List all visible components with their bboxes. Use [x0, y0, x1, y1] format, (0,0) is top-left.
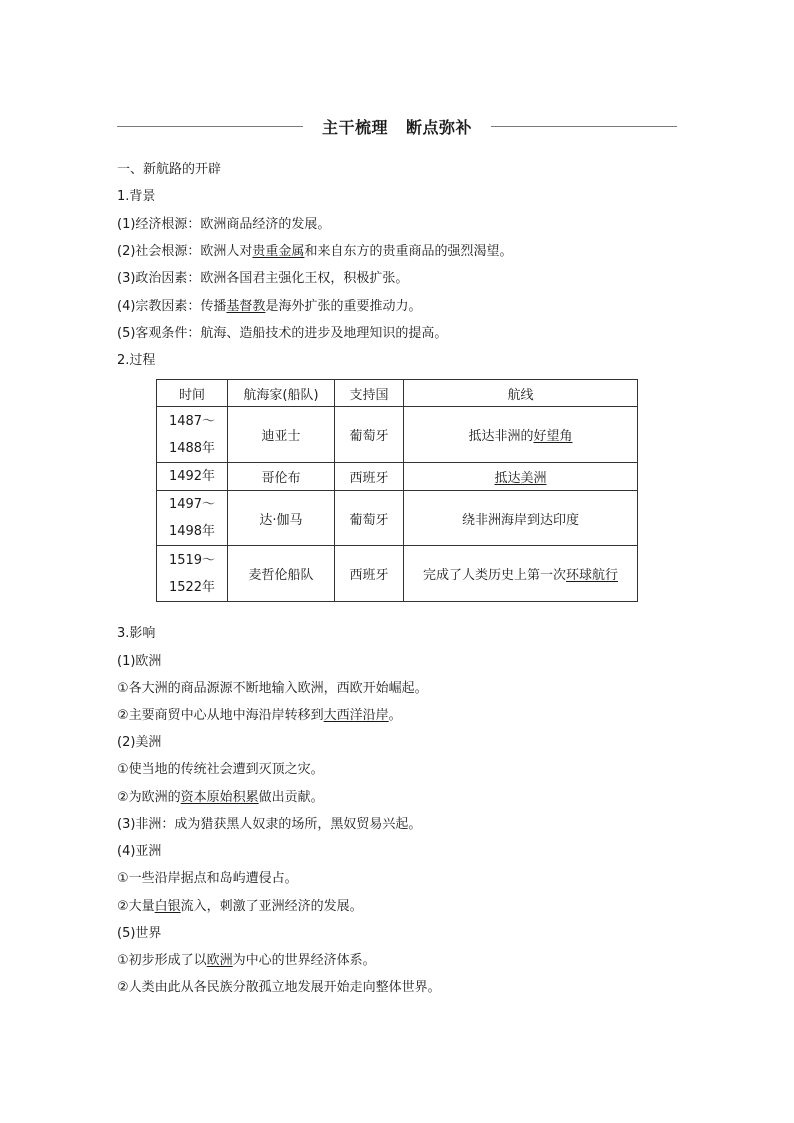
cell-time: 1497～ 1498年 — [157, 491, 228, 546]
background-item: (1)经济根源：欧洲商品经济的发展。 — [117, 217, 331, 232]
key-term: 贵重金属 — [252, 244, 305, 259]
cell-route — [404, 463, 638, 491]
page-title-part-2: 断点弥补 — [406, 118, 473, 137]
impact-line: ②大量白银流入，刺激了亚洲经济的发展。 — [117, 899, 363, 914]
title-rule-left — [117, 126, 303, 127]
voyages-table — [156, 379, 638, 602]
background-item: (4)宗教因素：传播基督教是海外扩张的重要推动力。 — [117, 299, 422, 314]
key-term: 白银 — [154, 899, 181, 914]
section-title-bar — [117, 112, 677, 142]
impact-line: ②主要商贸中心从地中海沿岸转移到大西洋沿岸。 — [117, 708, 402, 723]
key-term: 大西洋沿岸 — [323, 708, 389, 723]
background-item: (3)政治因素：欧洲各国君主强化王权，积极扩张。 — [117, 271, 409, 286]
column-header-country: 支持国 — [335, 380, 404, 407]
cell-time: 1492年 — [157, 463, 228, 491]
key-term: 好望角 — [533, 429, 573, 444]
cell-country: 西班牙 — [335, 546, 404, 602]
cell-navigator: 麦哲伦船队 — [228, 546, 335, 602]
cell-navigator: 达·伽马 — [228, 491, 335, 546]
impact-line: ①各大洲的商品源源不断地输入欧洲，西欧开始崛起。 — [117, 681, 428, 696]
key-term: 环球航行 — [566, 568, 619, 583]
cell-route: 完成了人类历史上第一次环球航行 — [404, 546, 638, 602]
column-header-route: 航线 — [404, 380, 638, 407]
cell-route: 绕非洲海岸到达印度 — [404, 491, 638, 546]
cell-country: 葡萄牙 — [335, 407, 404, 463]
table-header-row — [157, 380, 638, 407]
key-term: 基督教 — [226, 299, 266, 314]
impact-line: (2)美洲 — [117, 735, 162, 750]
table-row — [157, 407, 638, 463]
impact-line: ①使当地的传统社会遭到灭顶之灾。 — [117, 762, 324, 777]
impact-line: (4)亚洲 — [117, 844, 162, 859]
key-term: 抵达美洲 — [494, 471, 547, 486]
impact-line: ②人类由此从各民族分散孤立地发展开始走向整体世界。 — [117, 980, 441, 995]
impact-line: (5)世界 — [117, 926, 162, 941]
impact-line: ①一些沿岸据点和岛屿遭侵占。 — [117, 871, 298, 886]
cell-country: 葡萄牙 — [335, 491, 404, 546]
cell-navigator: 迪亚士 — [228, 407, 335, 463]
page-title-part-1: 主干梳理 — [321, 118, 388, 137]
cell-country: 西班牙 — [335, 463, 404, 491]
background-heading: 1.背景 — [117, 189, 156, 204]
process-heading: 2.过程 — [117, 353, 156, 368]
impact-line: ①初步形成了以欧洲为中心的世界经济体系。 — [117, 953, 376, 968]
impact-line: (1)欧洲 — [117, 654, 162, 669]
background-item: (5)客观条件：航海、造船技术的进步及地理知识的提高。 — [117, 326, 448, 341]
background-item: (2)社会根源：欧洲人对贵重金属和来自东方的贵重商品的强烈渴望。 — [117, 244, 513, 259]
title-rule-right — [491, 126, 677, 127]
section-heading: 一、新航路的开辟 — [117, 162, 222, 177]
column-header-time: 时间 — [157, 380, 228, 407]
impact-line: ②为欧洲的资本原始积累做出贡献。 — [117, 790, 324, 805]
table-row — [157, 546, 638, 602]
cell-time: 1487～ 1488年 — [157, 407, 228, 463]
table-row — [157, 491, 638, 546]
impact-line: (3)非洲：成为猎获黑人奴隶的场所，黑奴贸易兴起。 — [117, 817, 422, 832]
impact-heading: 3.影响 — [117, 626, 156, 641]
cell-time: 1519～ 1522年 — [157, 546, 228, 602]
cell-route: 抵达非洲的好望角 — [404, 407, 638, 463]
table-row — [157, 463, 638, 491]
page-title — [303, 115, 491, 138]
key-term: 资本原始积累 — [180, 790, 259, 805]
column-header-navigator: 航海家(船队) — [228, 380, 335, 407]
cell-navigator: 哥伦布 — [228, 463, 335, 491]
key-term: 欧洲 — [206, 953, 233, 968]
